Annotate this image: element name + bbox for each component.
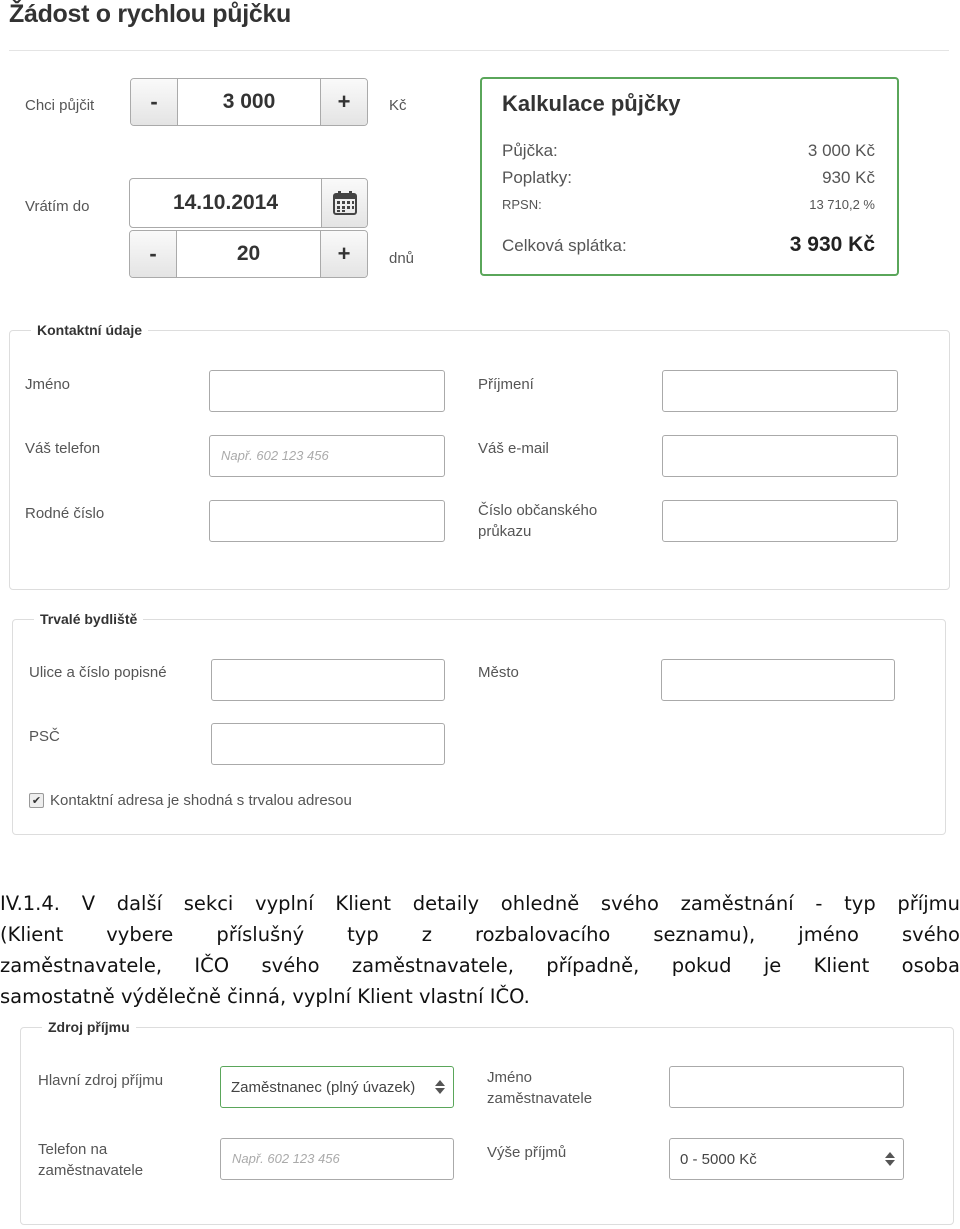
employer-phone-placeholder: Např. 602 123 456 bbox=[232, 1151, 340, 1166]
calendar-button[interactable] bbox=[322, 179, 367, 227]
first-name-label: Jméno bbox=[25, 376, 71, 393]
days-increase-button[interactable]: + bbox=[321, 231, 367, 277]
calc-row-loan bbox=[502, 141, 875, 161]
instruction-paragraph bbox=[0, 888, 960, 1012]
paragraph-line-2: (Klient vybere příslušný typ z rozbalovacího seznamu), jméno svého bbox=[0, 923, 960, 946]
birth-number-input[interactable] bbox=[209, 500, 445, 542]
income-amount-label: Výše příjmů bbox=[487, 1144, 567, 1161]
calc-loan-label: Půjčka: bbox=[502, 141, 558, 160]
amount-value[interactable]: 3 000 bbox=[177, 79, 321, 125]
page-title: Žádost o rychlou půjčku bbox=[9, 0, 292, 28]
calc-fees-value: 930 Kč bbox=[822, 168, 875, 187]
loan-calculator bbox=[480, 77, 899, 276]
select-arrows-icon bbox=[885, 1152, 895, 1166]
calc-rpsn-label: RPSN: bbox=[502, 197, 542, 212]
employer-phone-label bbox=[38, 1139, 143, 1181]
id-card-input[interactable] bbox=[662, 500, 898, 542]
calculator-title: Kalkulace půjčky bbox=[502, 91, 681, 116]
same-address-label: Kontaktní adresa je shodná s trvalou adresou bbox=[50, 792, 352, 809]
last-name-input[interactable] bbox=[662, 370, 898, 412]
return-date-field[interactable] bbox=[129, 178, 368, 228]
income-fieldset bbox=[20, 1027, 954, 1225]
calc-loan-value: 3 000 Kč bbox=[807, 141, 875, 160]
amount-decrease-button[interactable]: - bbox=[131, 79, 177, 125]
amount-label: Chci půjčit bbox=[25, 97, 95, 114]
days-value[interactable]: 20 bbox=[176, 231, 321, 277]
amount-unit: Kč bbox=[389, 97, 407, 114]
title-divider bbox=[9, 50, 949, 51]
main-source-value: Zaměstnanec (plný úvazek) bbox=[231, 1078, 416, 1096]
calc-row-rpsn bbox=[502, 197, 875, 212]
calc-row-fees bbox=[502, 168, 875, 188]
checkmark-icon: ✔ bbox=[31, 795, 42, 807]
employer-phone-input[interactable] bbox=[220, 1138, 454, 1180]
birth-number-label: Rodné číslo bbox=[25, 505, 105, 522]
street-input[interactable] bbox=[211, 659, 445, 701]
employer-name-input[interactable] bbox=[669, 1066, 904, 1108]
employer-name-label-line1: Jméno bbox=[487, 1069, 533, 1086]
calc-rpsn-value: 13 710,2 % bbox=[809, 197, 875, 212]
city-label: Město bbox=[478, 664, 519, 681]
id-card-label bbox=[478, 500, 597, 542]
amount-increase-button[interactable]: + bbox=[321, 79, 367, 125]
amount-stepper bbox=[130, 78, 368, 126]
email-label: Váš e-mail bbox=[478, 440, 549, 457]
employer-phone-label-line2: zaměstnavatele bbox=[38, 1162, 144, 1179]
id-card-label-line2: průkazu bbox=[478, 523, 532, 540]
same-address-checkbox[interactable] bbox=[29, 793, 44, 808]
calc-total-label: Celková splátka: bbox=[502, 236, 627, 255]
paragraph-line-1: IV.1.4. V další sekci vyplní Klient detaily ohledně svého zaměstnání - typ příjmu bbox=[0, 892, 960, 915]
paragraph-line-4: samostatně výdělečně činná, vyplní Klient vlastní IČO. bbox=[0, 985, 530, 1008]
calc-total-value: 3 930 Kč bbox=[789, 233, 875, 256]
income-amount-value: 0 - 5000 Kč bbox=[680, 1150, 757, 1168]
return-date-value[interactable]: 14.10.2014 bbox=[130, 179, 322, 227]
first-name-input[interactable] bbox=[209, 370, 445, 412]
street-label: Ulice a číslo popisné bbox=[29, 664, 167, 681]
select-arrows-icon bbox=[435, 1080, 445, 1094]
zip-input[interactable] bbox=[211, 723, 445, 765]
paragraph-line-3: zaměstnavatele, IČO svého zaměstnavatele, případně, pokud je Klient osoba bbox=[0, 954, 960, 977]
calc-fees-label: Poplatky: bbox=[502, 168, 572, 187]
income-legend: Zdroj příjmu bbox=[42, 1019, 136, 1035]
phone-label: Váš telefon bbox=[25, 440, 101, 457]
employer-name-label bbox=[487, 1067, 592, 1109]
days-stepper bbox=[129, 230, 368, 278]
main-source-select[interactable] bbox=[220, 1066, 454, 1108]
phone-placeholder: Např. 602 123 456 bbox=[221, 448, 329, 463]
calendar-icon bbox=[332, 190, 358, 216]
contact-legend: Kontaktní údaje bbox=[31, 322, 148, 338]
main-source-label: Hlavní zdroj příjmu bbox=[38, 1072, 164, 1089]
residence-legend: Trvalé bydliště bbox=[34, 611, 143, 627]
city-input[interactable] bbox=[661, 659, 895, 701]
email-input[interactable] bbox=[662, 435, 898, 477]
phone-input[interactable] bbox=[209, 435, 445, 477]
same-address-option[interactable] bbox=[29, 790, 352, 811]
id-card-label-line1: Číslo občanského bbox=[478, 502, 598, 519]
last-name-label: Příjmení bbox=[478, 376, 534, 393]
employer-name-label-line2: zaměstnavatele bbox=[487, 1090, 593, 1107]
days-unit: dnů bbox=[389, 250, 415, 267]
return-date-label: Vrátím do bbox=[25, 198, 90, 215]
days-decrease-button[interactable]: - bbox=[130, 231, 176, 277]
calc-row-total bbox=[502, 233, 875, 257]
income-amount-select[interactable] bbox=[669, 1138, 904, 1180]
employer-phone-label-line1: Telefon na bbox=[38, 1141, 108, 1158]
zip-label: PSČ bbox=[29, 728, 60, 745]
